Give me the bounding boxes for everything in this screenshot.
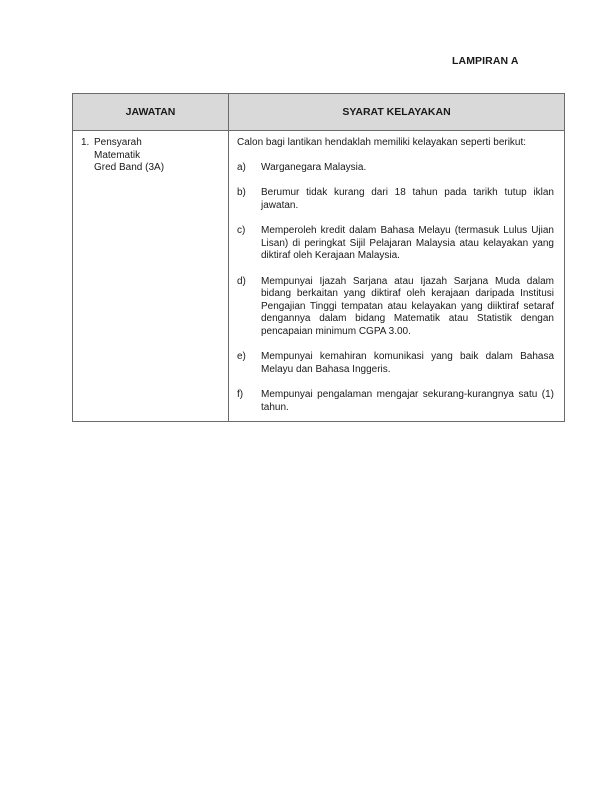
post-grade: Gred Band (3A) bbox=[94, 162, 165, 173]
post-title bbox=[94, 137, 164, 175]
item-letter: c) bbox=[237, 225, 246, 236]
list-item bbox=[237, 187, 554, 212]
post-title-line: Matematik bbox=[94, 149, 141, 161]
item-text: Mempunyai pengalaman mengajar sekurang-kurangnya satu (1) tahun. bbox=[261, 389, 554, 413]
item-letter: f) bbox=[237, 389, 244, 400]
list-item bbox=[237, 276, 554, 339]
item-letter: d) bbox=[237, 275, 246, 287]
list-item bbox=[237, 225, 554, 263]
post-number: 1. bbox=[81, 137, 90, 148]
item-letter: b) bbox=[237, 187, 246, 198]
requirements-intro: Calon bagi lantikan hendaklah memiliki kelayakan seperti berikut: bbox=[237, 137, 527, 148]
item-letter: e) bbox=[237, 351, 246, 362]
list-item bbox=[237, 389, 554, 414]
post-cell bbox=[73, 131, 229, 422]
table-row bbox=[73, 131, 565, 422]
header-post: JAWATAN bbox=[73, 94, 229, 131]
table-header-row bbox=[73, 94, 565, 131]
item-text: Memperoleh kredit dalam Bahasa Melayu (termasuk Lulus Ujian Lisan) di peringkat Sijil Pelajaran Malaysia atau kelayakan yang diktiraf oleh Kerajaan Malaysia. bbox=[261, 225, 554, 261]
requirements-table bbox=[72, 93, 565, 422]
item-letter: a) bbox=[237, 161, 246, 173]
item-text: Mempunyai kemahiran komunikasi yang baik dalam Bahasa Melayu dan Bahasa Inggeris. bbox=[261, 351, 554, 375]
item-text: Berumur tidak kurang dari 18 tahun pada tarikh tutup iklan jawatan. bbox=[261, 187, 554, 211]
appendix-label: LAMPIRAN A bbox=[452, 55, 519, 67]
header-requirements: SYARAT KELAYAKAN bbox=[229, 94, 565, 131]
list-item bbox=[237, 351, 554, 376]
requirements-cell bbox=[229, 131, 565, 422]
list-item bbox=[237, 162, 554, 175]
post-title-line: Pensyarah bbox=[94, 137, 142, 148]
item-text: Mempunyai Ijazah Sarjana atau Ijazah Sarjana Muda dalam bidang berkaitan yang diktiraf oleh kerajaan daripada Institusi Pengajian Tinggi tempatan atau kelayakan yang diiktiraf setaraf dengannya dalam bidang Matematik atau Statistik dengan pencapaian minimum CGPA 3.00. bbox=[261, 275, 554, 337]
item-text: Warganegara Malaysia. bbox=[261, 161, 367, 173]
